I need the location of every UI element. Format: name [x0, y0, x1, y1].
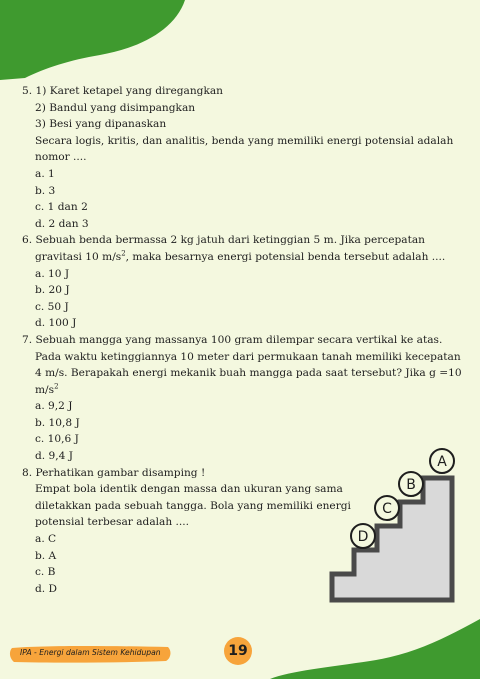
question-5-line: nomor ....: [35, 151, 87, 164]
question-8-option-b: b. A: [35, 549, 57, 562]
question-7-option-d: d. 9,4 J: [35, 450, 73, 463]
question-6-line: 6. Sebuah benda bermassa 2 kg jatuh dari ketinggian 5 m. Jika percepatan: [22, 234, 425, 247]
question-6-text: gravitasi 10 m/s: [35, 250, 122, 263]
question-5-option-b: b. 3: [35, 184, 56, 197]
question-5-line: 5. 1) Karet ketapel yang diregangkan: [22, 85, 224, 97]
question-8-line: Empat bola identik dengan massa dan ukuran yang sama: [35, 483, 343, 496]
question-7: [22, 332, 462, 465]
question-6-text: , maka besarnya energi potensial benda tersebut adalah ....: [125, 250, 446, 263]
question-7-option-b: b. 10,8 J: [35, 416, 80, 429]
corner-decoration-bottom-right: [270, 619, 480, 679]
ball-label-c: C: [382, 501, 392, 517]
question-6-option-d: d. 100 J: [35, 317, 77, 330]
question-6-option-b: b. 20 J: [35, 284, 70, 297]
question-7-line: 7. Sebuah mangga yang massanya 100 gram dilempar secara vertikal ke atas.: [22, 333, 443, 346]
question-5: [22, 83, 462, 232]
question-7-line: Pada waktu ketinggiannya 10 meter dari permukaan tanah memiliki kecepatan: [35, 350, 461, 363]
question-6-option-a: a. 10 J: [35, 267, 70, 280]
ball-label-a: A: [437, 454, 447, 470]
ball-d: [351, 524, 375, 548]
question-8-line: 8. Perhatikan gambar disamping !: [22, 466, 206, 479]
ball-a: [430, 449, 454, 473]
question-5-option-c: c. 1 dan 2: [35, 201, 88, 214]
ball-c: [375, 496, 399, 520]
ball-label-b: B: [406, 477, 416, 493]
question-5-line: Secara logis, kritis, dan analitis, benda yang memiliki energi potensial adalah: [35, 134, 454, 147]
superscript: 2: [121, 249, 126, 258]
question-8-option-c: c. B: [35, 566, 56, 579]
question-5-line: 2) Bandul yang disimpangkan: [35, 101, 196, 114]
question-8-option-d: d. D: [35, 582, 58, 595]
question-5-option-d: d. 2 dan 3: [35, 217, 89, 230]
question-8-line: potensial terbesar adalah ....: [35, 516, 190, 529]
question-7-text: m/s: [35, 383, 55, 396]
question-7-line: 4 m/s. Berapakah energi mekanik buah mangga pada saat tersebut? Jika g =10: [35, 367, 462, 380]
question-7-option-a: a. 9,2 J: [35, 400, 73, 413]
page-number: 19: [228, 643, 248, 659]
question-7-line: [22, 382, 462, 399]
ball-label-d: D: [357, 529, 369, 545]
staircase-figure: [325, 446, 460, 606]
question-6-line: [22, 249, 462, 266]
footer-subject: IPA - Energi dalam Sistem Kehidupan: [20, 648, 161, 657]
question-5-line: 3) Besi yang dipanaskan: [35, 118, 167, 131]
ball-b: [399, 472, 423, 496]
question-6: [22, 232, 462, 332]
question-7-option-c: c. 10,6 J: [35, 433, 79, 446]
question-5-option-a: a. 1: [35, 167, 55, 180]
question-8-line: diletakkan pada sebuah tangga. Bola yang memiliki energi: [35, 499, 351, 512]
superscript: 2: [54, 382, 59, 391]
question-6-option-c: c. 50 J: [35, 300, 69, 313]
corner-decoration-top-left: [0, 0, 200, 80]
question-8-option-a: a. C: [35, 533, 57, 546]
